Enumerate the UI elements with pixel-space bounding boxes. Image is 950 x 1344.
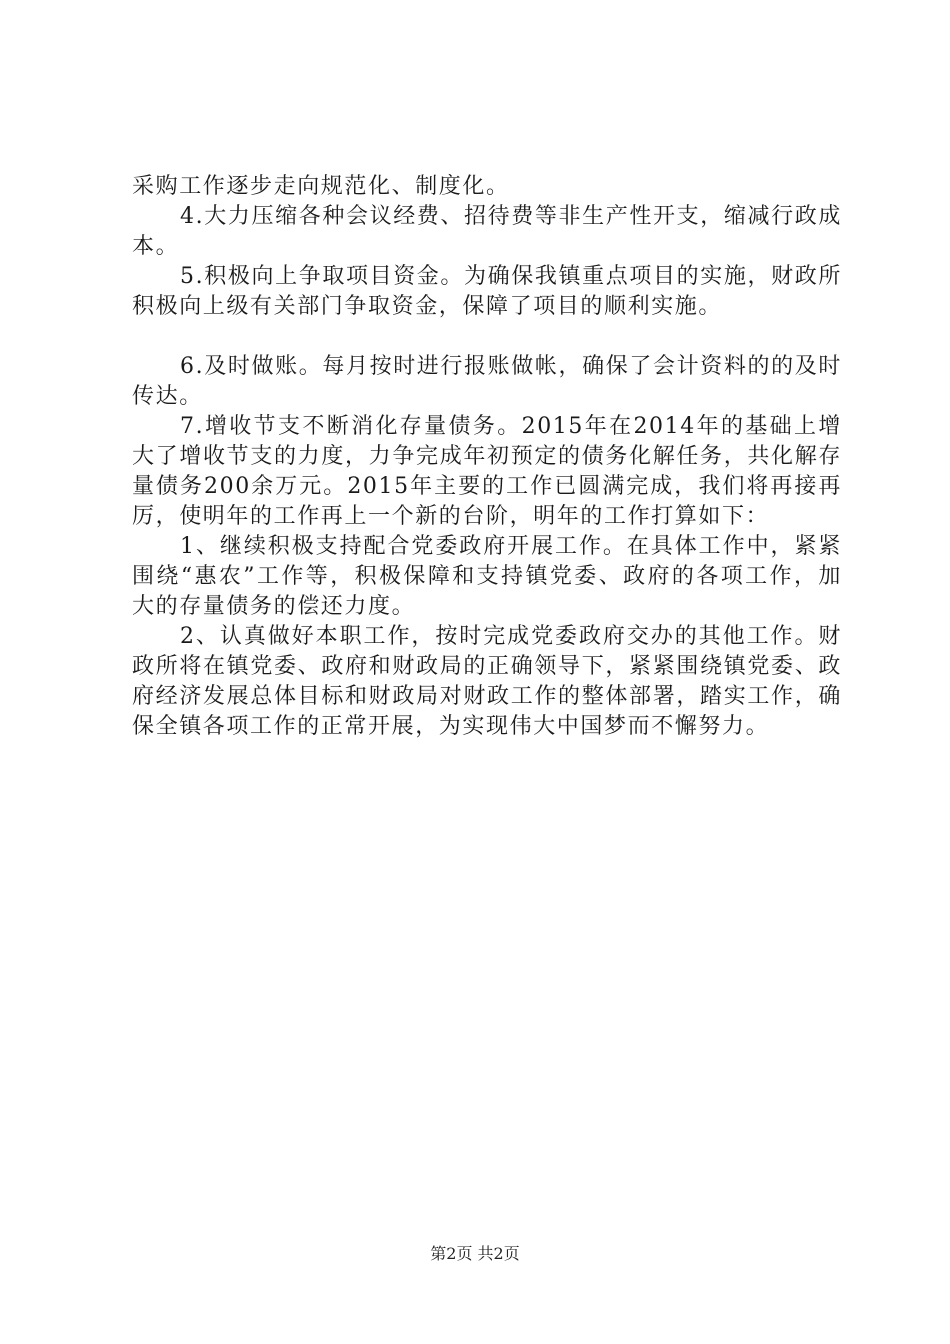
- paragraph-item-7: 7.增收节支不断消化存量债务。2015年在2014年的基础上增大了增收节支的力度，力争完成年初预定的债务化解任务，共化解存量债务200余万元。2015年主要的工作已圆满完成，我们将再接再厉，使明年的工作再上一个新的台阶，明年的工作打算如下：: [132, 414, 842, 529]
- paragraph-item-6: 6.及时做账。每月按时进行报账做帐，确保了会计资料的的及时传达。: [132, 354, 842, 409]
- paragraph-item-4: 4.大力压缩各种会议经费、招待费等非生产性开支，缩减行政成本。: [132, 204, 842, 259]
- paragraph-item-5: 5.积极向上争取项目资金。为确保我镇重点项目的实施，财政所积极向上级有关部门争取资金，保障了项目的顺利实施。: [132, 264, 842, 319]
- paragraph-plan-1: 1、继续积极支持配合党委政府开展工作。在具体工作中，紧紧围绕“惠农”工作等，积极保障和支持镇党委、政府的各项工作，加大的存量债务的偿还力度。: [132, 534, 842, 619]
- page-number-footer: 第2页 共2页: [430, 1244, 520, 1263]
- document-body: [132, 172, 842, 742]
- paragraph-continuation: 采购工作逐步走向规范化、制度化。: [132, 174, 510, 199]
- paragraph-plan-2: 2、认真做好本职工作，按时完成党委政府交办的其他工作。财政所将在镇党委、政府和财政局的正确领导下，紧紧围绕镇党委、政府经济发展总体目标和财政局对财政工作的整体部署，踏实工作，确保全镇各项工作的正常开展，为实现伟大中国梦而不懈努力。: [132, 624, 842, 739]
